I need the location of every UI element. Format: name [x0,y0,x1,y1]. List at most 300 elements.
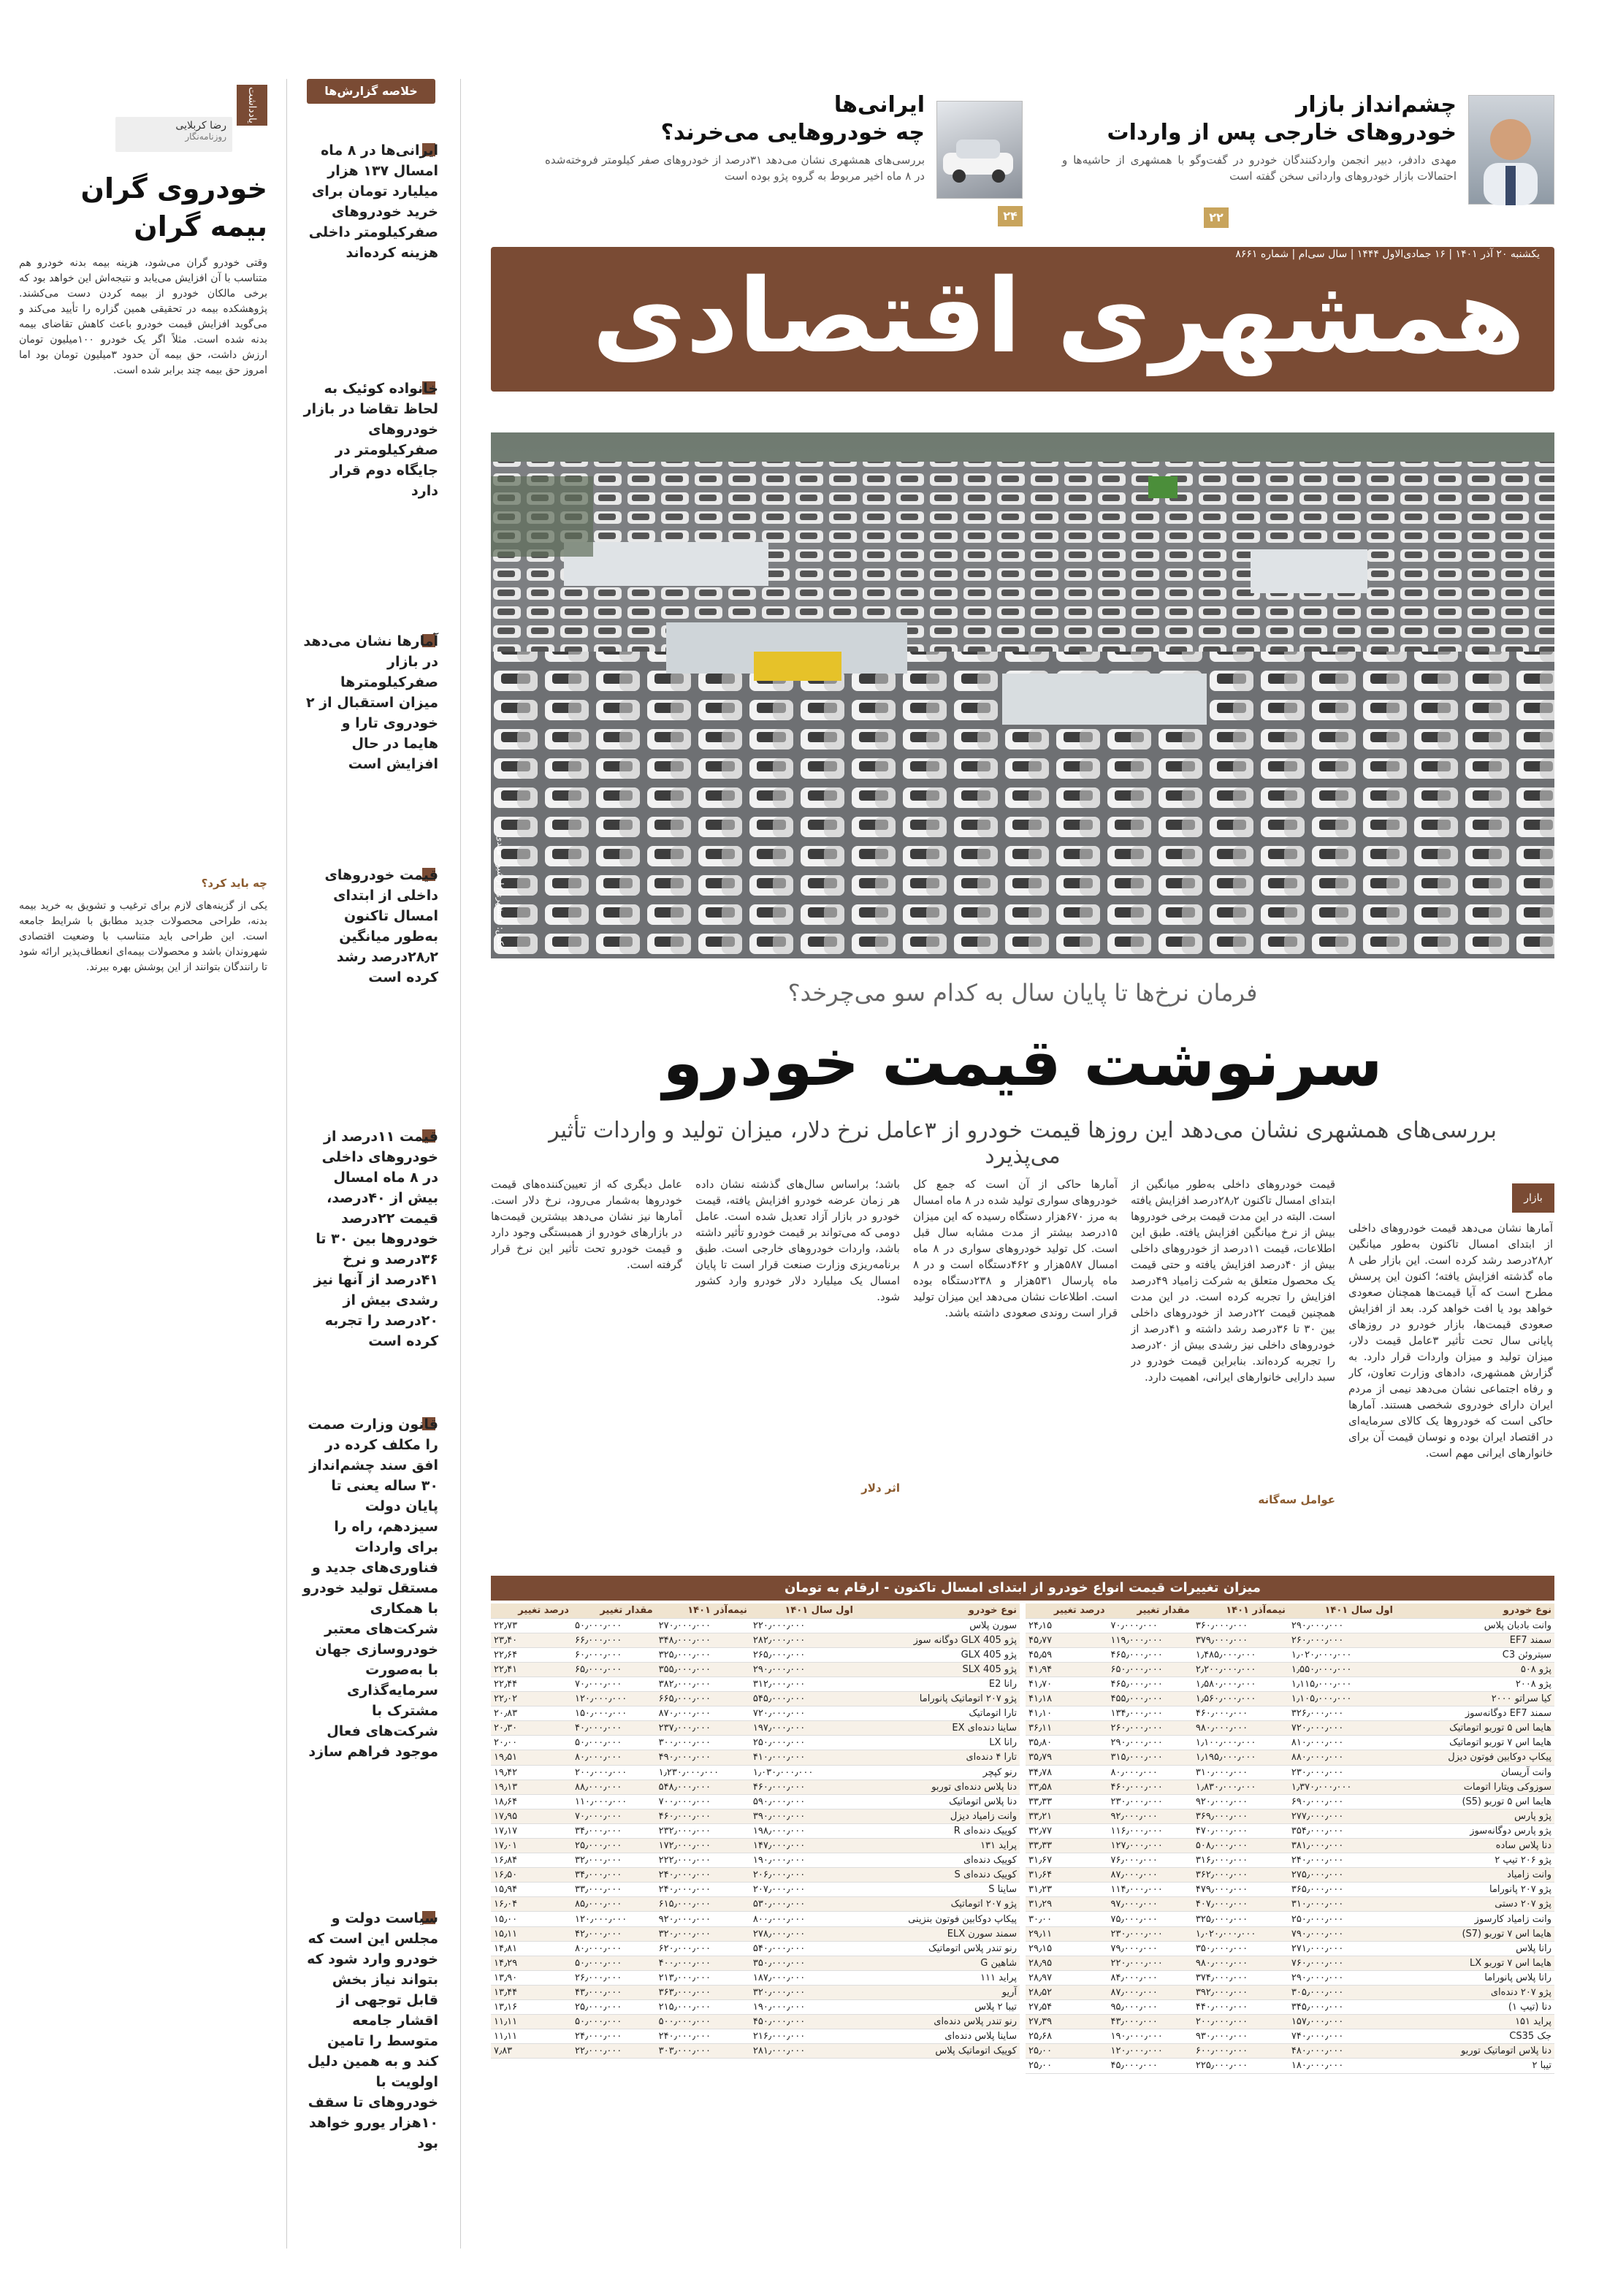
body-column-2: قیمت خودروهای داخلی به‌طور میانگین از ابتدای امسال تاکنون ۲۸٫۲درصد افزایش یافته است. البته در این مدت قیمت برخی خودروها بیش از نرخ میانگین افزایش یافته. طبق این اطلاعات، قیمت ۱۱درصد از خودروهای داخلی بیش از ۴۰درصد افزایش یافته و حتی قیمت یک محصول متعلق به شرکت زامیاد ۴۹درصد افزایش را تجربه کرده است. در این مدت همچنین قیمت ۲۲درصد از خودروهای داخلی بین ۳۰ تا ۳۶درصد رشد داشته و ۴۱درصد از خودروهای داخلی نیز رشدی بیش از ۲۰درصد را تجربه کرده‌اند. بنابراین قیمت خودرو در سبد دارایی خانوارهای ایرانی، اهمیت دارد. [1131,1178,1335,1384]
table-cell: ۳۵۰٫۰۰۰٫۰۰۰ [750,1956,856,1970]
table-cell: ۱٫۱۰۰٫۰۰۰٫۰۰۰ [1193,1736,1289,1750]
table-cell: ۲۵٫۰۰۰٫۰۰۰ [572,1839,656,1853]
table-cell: ۳۱۰٫۰۰۰٫۰۰۰ [1193,1765,1289,1780]
table-cell: ۲۸۱٫۰۰۰٫۰۰۰ [750,2044,856,2059]
table-cell: ۵۹۰٫۰۰۰٫۰۰۰ [750,1794,856,1809]
table-row [1026,1677,1554,1691]
table-cell: ۴۶۵٫۰۰۰٫۰۰۰ [1108,1647,1193,1662]
table-cell: ۴۵٫۰۰۰٫۰۰۰ [1108,2059,1193,2073]
table-cell: ۳۹۰٫۰۰۰٫۰۰۰ [750,1809,856,1823]
table-cell: پیکاپ دوکابین فوتون دیزل [1396,1750,1554,1765]
table-cell: ۲۴٫۱۵ [1026,1618,1108,1633]
opinion-label: یادداشت [237,85,267,126]
table-cell: پژو پارس دوگانه‌سوز [1396,1823,1554,1838]
table-cell: ۷۰٫۰۰۰٫۰۰۰ [572,1677,656,1691]
table-cell: ۴۸۰٫۰۰۰٫۰۰۰ [1289,2044,1396,2059]
table-cell: جک CS35 [1396,2029,1554,2044]
table-cell: وانت زامیاد [1396,1868,1554,1883]
table-row [491,1765,1020,1780]
table-header-row [1026,1603,1554,1618]
teaser-title-line2: چه خودروهایی می‌خرند؟ [660,120,925,145]
table-cell: ۸۸۰٫۰۰۰٫۰۰۰ [1289,1750,1396,1765]
table-cell: ۲۵۰٫۰۰۰٫۰۰۰ [750,1736,856,1750]
table-cell: ۷۴۰٫۰۰۰٫۰۰۰ [1289,2029,1396,2044]
table-cell: ۲۷۸٫۰۰۰٫۰۰۰ [750,1926,856,1941]
dateline: یکشنبه ۲۰ آذر ۱۴۰۱ | ۱۶ جمادی‌الاول ۱۴۴۴ | سال سی‌ام | شماره ۸۶۶۱ [1235,248,1540,260]
column-header: مقدار تغییر [1108,1603,1193,1618]
summary-item: خانواده کوئیک به لحاظ تقاضا در بازار خودروهای صفرکیلومتر در جایگاه دوم قرار دارد [303,381,438,499]
table-cell: ساینا پلاس دنده‌ای [856,2029,1020,2044]
table-cell: پژو GLX 405 دوگانه سوز [856,1633,1020,1647]
table-row [491,1677,1020,1691]
table-cell: ۱۱۹٫۰۰۰٫۰۰۰ [1108,1633,1193,1647]
table-cell: ۳۲۰٫۰۰۰٫۰۰۰ [656,1926,750,1941]
table-cell: ۴۵۵٫۰۰۰٫۰۰۰ [1108,1692,1193,1706]
table-cell: رانا پلاس [1396,1941,1554,1956]
table-row [1026,1912,1554,1926]
table-cell: ۲۲٫۰۰۰٫۰۰۰ [572,2044,656,2059]
table-cell: پراید ۱۵۱ [1396,2015,1554,2029]
body-subhead: عوامل سه‌گانه [1258,1493,1335,1506]
table-row [1026,1941,1554,1956]
table-row [1026,1706,1554,1721]
table-cell: ۱۹۷٫۰۰۰٫۰۰۰ [750,1721,856,1736]
table-cell: پژو SLX 405 [856,1662,1020,1677]
table-row [1026,1868,1554,1883]
table-row [1026,1765,1554,1780]
table-cell: دنا (تیپ ۱) [1396,2000,1554,2015]
table-row [491,1721,1020,1736]
table-row [491,2044,1020,2059]
table-row [1026,1897,1554,1912]
body-column-5: عامل دیگری که از تعیین‌کننده‌های قیمت خودروها به‌شمار می‌رود، نرخ دلار است. آمارها نیز نشان می‌دهد بیشترین قیمت‌ها در بازارهای خودرو از همبستگی وجود دارد و قیمت خودرو تحت تأثیر این نرخ قرار گرفته است. [491,1178,682,1271]
table-cell: ۱۸۰٫۰۰۰٫۰۰۰ [1289,2059,1396,2073]
table-cell: ۲۴۰٫۰۰۰٫۰۰۰ [656,1868,750,1883]
teaser-title-line2: خودروهای خارجی پس از واردات [1107,120,1457,145]
table-cell: ۲۲٫۷۳ [491,1618,572,1633]
table-cell: ۳۱٫۲۳ [1026,1883,1108,1897]
table-cell: ۳۰۰٫۰۰۰٫۰۰۰ [656,1736,750,1750]
table-row [1026,2015,1554,2029]
table-cell: ۶۰۰٫۰۰۰٫۰۰۰ [1193,2044,1289,2059]
table-cell: ۴۲٫۰۰۰٫۰۰۰ [572,1926,656,1941]
table-cell: ۳۰۳٫۰۰۰٫۰۰۰ [656,2044,750,2059]
table-cell: ۱٫۱۰۵٫۰۰۰٫۰۰۰ [1289,1692,1396,1706]
table-cell: ۲۷۷٫۰۰۰٫۰۰۰ [1289,1809,1396,1823]
table-cell: ۵۰٫۰۰۰٫۰۰۰ [572,1618,656,1633]
table-cell: ۳۵۴٫۰۰۰٫۰۰۰ [1289,1823,1396,1838]
table-cell: ۵۴۰٫۰۰۰٫۰۰۰ [750,1941,856,1956]
table-cell: ۲۲۰٫۰۰۰٫۰۰۰ [750,1618,856,1633]
table-cell: ۳۲۰٫۰۰۰٫۰۰۰ [750,1985,856,1999]
body-subhead-2: اثر دلار [861,1481,900,1495]
table-cell: ۳۲۵٫۰۰۰٫۰۰۰ [1193,1912,1289,1926]
table-cell: شاهین G [856,1956,1020,1970]
table-cell: ۲۶۰٫۰۰۰٫۰۰۰ [1289,1633,1396,1647]
table-cell: ۲۵٫۰۰۰٫۰۰۰ [572,2000,656,2015]
table-cell: ۳۱٫۶۷ [1026,1853,1108,1868]
table-cell: ۲۶٫۰۰۰٫۰۰۰ [572,1970,656,1985]
table-cell: وانت زامیاد کارسوز [1396,1912,1554,1926]
column-header: اول سال ۱۴۰۱ [750,1603,856,1618]
table-cell: هایما اس ۷ توربو LX [1396,1956,1554,1970]
table-cell: ۳۱۶٫۰۰۰٫۰۰۰ [1193,1853,1289,1868]
table-cell: پژو ۲۰۰۸ [1396,1677,1554,1691]
body-column-1: آمارها نشان می‌دهد قیمت خودروهای داخلی از ابتدای امسال تاکنون به‌طور میانگین ۲۸٫۲درصد رشد کرده است. این بازار طی ۸ ماه گذشته افزایش یافته؛ اکنون این پرسش مطرح است که آیا قیمت‌ها همچنان صعودی خواهد بود یا افت خواهد کرد. بعد از افزایش صعودی قیمت‌ها، بازار خودرو در روزهای پایانی سال تحت تأثیر ۳عامل قیمت دلار، میزان تولید و میزان واردات قرار دارد. به گزارش همشهری، دادهای وزارت تعاون، کار و رفاه اجتماعی نشان می‌دهد نیمی از مردم ایران دارای خودروی شخصی هستند. آمارها حاکی است که خودروها یک کالای سرمایه‌ای در اقتصاد ایران بوده و نوسان قیمت آن برای خانوارهای ایرانی مهم است. [1348,1221,1553,1460]
table-cell: ۱۳٫۴۴ [491,1985,572,1999]
author-role: روزنامه‌نگار [185,131,226,142]
table-cell: ۹۳۰٫۰۰۰٫۰۰۰ [1193,2029,1289,2044]
summary-header: خلاصه گزارش‌ها [307,79,435,104]
table-cell: ۲۵٫۰۰ [1026,2044,1108,2059]
table-cell: پراید ۱۱۱ [856,1970,1020,1985]
table-cell: ۷۹٫۰۰۰٫۰۰۰ [1108,1941,1193,1956]
trailer-building [564,542,768,586]
table-cell: ۳۲٫۷۷ [1026,1823,1108,1838]
table-row [1026,1618,1554,1633]
table-cell: ۲۹۰٫۰۰۰٫۰۰۰ [1108,1736,1193,1750]
table-cell: ۷۹۰٫۰۰۰٫۰۰۰ [1289,1926,1396,1941]
table-row [491,1736,1020,1750]
table-cell: ۴۶۰٫۰۰۰٫۰۰۰ [1108,1780,1193,1794]
table-cell: ۱۸٫۶۴ [491,1794,572,1809]
table-cell: ۲۲۵٫۰۰۰٫۰۰۰ [1193,2059,1289,2073]
table-cell: ۱٫۴۸۵٫۰۰۰٫۰۰۰ [1193,1647,1289,1662]
table-row [1026,1692,1554,1706]
table-cell: پژو ۲۰۷ دنده‌ای [1396,1985,1554,1999]
table-cell: تیبا ۲ [1396,2059,1554,2073]
table-cell: ۳۴٫۰۰۰٫۰۰۰ [572,1868,656,1883]
table-cell: ۲۳۲٫۰۰۰٫۰۰۰ [656,1823,750,1838]
table-cell: ۳۴٫۰۰۰٫۰۰۰ [572,1823,656,1838]
table-cell: پژو ۲۰۷ اتوماتیک [856,1897,1020,1912]
table-cell: ۷٫۸۳ [491,2044,572,2059]
table-cell: ۱۲۷٫۰۰۰٫۰۰۰ [1108,1839,1193,1853]
table-cell: ۹۵٫۰۰۰٫۰۰۰ [1108,2000,1193,2015]
teaser-right[interactable] [1037,88,1554,234]
column-header: مقدار تغییر [572,1603,656,1618]
table-cell: رانا پلاس پانوراما [1396,1970,1554,1985]
table-row [491,2015,1020,2029]
table-cell: ۳۰۵٫۰۰۰٫۰۰۰ [1289,1985,1396,1999]
table-row [1026,1970,1554,1985]
table-row [491,1633,1020,1647]
teaser-body: مهدی دادفر، دبیر انجمن وارد‌کنندگان خودرو در گفت‌وگو با همشهری از حاشیه‌ها و احتمالات بازار خودروهای وارداتی سخن گفته است [1062,153,1457,183]
opinion-column [15,80,267,2265]
table-cell: ۱۹٫۱۳ [491,1780,572,1794]
table-cell: ۱٫۲۳۰٫۰۰۰٫۰۰۰ [656,1765,750,1780]
table-cell: ۱۶٫۵۰ [491,1868,572,1883]
table-cell: پژو ۲۰۷ پانوراما [1396,1883,1554,1897]
table-cell: ۱۶٫۰۴ [491,1897,572,1912]
summary-item: قیمت خودروهای داخلی از ابتدای امسال تاکنون به‌طور میانگین ۲۸٫۲درصد رشد کرده است [324,867,438,985]
table-cell: ۲۰٫۰۰ [491,1736,572,1750]
table-cell: ۱٫۳۷۰٫۰۰۰٫۰۰۰ [1289,1780,1396,1794]
table-row [491,1985,1020,1999]
table-cell: ۲۷٫۵۴ [1026,2000,1108,2015]
table-cell: ۲۰۷٫۰۰۰٫۰۰۰ [750,1883,856,1897]
table-cell: ۲۰۰٫۰۰۰٫۰۰۰ [1193,2015,1289,2029]
table-cell: ۵۰٫۰۰۰٫۰۰۰ [572,2015,656,2029]
table-cell: وانت زامیاد دیزل [856,1809,1020,1823]
table-cell: ساینا S [856,1883,1020,1897]
table-row [491,1897,1020,1912]
table-cell: ۲۱۶٫۰۰۰٫۰۰۰ [750,2029,856,2044]
table-cell: ۴۶۵٫۰۰۰٫۰۰۰ [1108,1677,1193,1691]
table-cell: ۳۳٫۳۳ [1026,1794,1108,1809]
table-cell: ۳۴۸٫۰۰۰٫۰۰۰ [656,1633,750,1647]
table-cell: ۱۹۸٫۰۰۰٫۰۰۰ [750,1823,856,1838]
table-cell: ۳۵٫۷۹ [1026,1750,1108,1765]
table-cell: سمند EF7 [1396,1633,1554,1647]
table-cell: ۲۸٫۹۵ [1026,1956,1108,1970]
table-cell: ۴۰۰٫۰۰۰٫۰۰۰ [656,1956,750,1970]
teaser-photo [1468,95,1554,205]
table-row [1026,1985,1554,1999]
table-cell: ۳۴۵٫۰۰۰٫۰۰۰ [1289,2000,1396,2015]
table-cell: ۶۱۵٫۰۰۰٫۰۰۰ [656,1897,750,1912]
table-cell: ۲۲۲٫۰۰۰٫۰۰۰ [656,1853,750,1868]
table-cell: ۲۹۰٫۰۰۰٫۰۰۰ [1289,1970,1396,1985]
table-cell: ۴۱٫۷۰ [1026,1677,1108,1691]
table-cell: ۳۱۰٫۰۰۰٫۰۰۰ [1289,1897,1396,1912]
table-cell: ۲۲٫۴۴ [491,1677,572,1691]
table-cell: ۱۵٫۹۴ [491,1883,572,1897]
table-cell: ۱۹۰٫۰۰۰٫۰۰۰ [750,2000,856,2015]
body-column-4: باشد؛ براساس سال‌های گذشته نشان داده هر زمان عرضه خودرو افزایش یافته، قیمت خودرو در بازار آزاد تعدیل شده است. عامل دومی که می‌تواند بر قیمت خودرو تأثیر داشته باشد، واردات خودروهای خارجی است. طبق برنامه‌ریزی وزارت صنعت قرار است تا پایان امسال یک میلیارد دلار خودرو وارد کشور شود. [695,1178,900,1303]
table-cell: ۳۶۵٫۰۰۰٫۰۰۰ [1289,1883,1396,1897]
table-row [1026,2029,1554,2044]
table-cell: ۱۱٫۱۱ [491,2015,572,2029]
table-cell: سمند EF7 دوگانه‌سوز [1396,1706,1554,1721]
table-cell: دنا پلاس اتوماتیک توربو [1396,2044,1554,2059]
summary-item: ایرانی‌ها در ۸ ماه امسال ۱۳۷ هزار میلیارد تومان برای خرید خودروهای صفرکیلومتر داخلی هزینه کرده‌اند [308,142,438,261]
table-cell: ۳۶٫۱۱ [1026,1721,1108,1736]
table-row [491,1941,1020,1956]
car-market-photo [491,432,1554,958]
table-cell: رنو تندر پلاس دنده‌ای [856,2015,1020,2029]
table-cell: کوییک اتوماتیک پلاس [856,2044,1020,2059]
section-label: بازار [1512,1183,1554,1213]
table-cell: ۳۳٫۲۱ [1026,1809,1108,1823]
table-row [1026,1883,1554,1897]
table-cell: ۳۲٫۰۰۰٫۰۰۰ [572,1853,656,1868]
table-cell: ۲۴۰٫۰۰۰٫۰۰۰ [1289,1853,1396,1868]
table-cell: ۴۷۰٫۰۰۰٫۰۰۰ [1193,1823,1289,1838]
table-cell: ۲۴۰٫۰۰۰٫۰۰۰ [656,1883,750,1897]
table-cell: ۱٫۱۹۵٫۰۰۰٫۰۰۰ [1193,1750,1289,1765]
table-cell: ۱۵٫۱۱ [491,1926,572,1941]
table-cell: هایما اس ۷ توربو اتوماتیک [1396,1736,1554,1750]
table-cell: ۱۲۰٫۰۰۰٫۰۰۰ [572,1692,656,1706]
table-cell: کوییک دنده‌ای R [856,1823,1020,1838]
table-cell: ۸۰٫۰۰۰٫۰۰۰ [572,1941,656,1956]
table-row [1026,1647,1554,1662]
table-cell: ۵۰٫۰۰۰٫۰۰۰ [572,1736,656,1750]
table-cell: ۷۵٫۰۰۰٫۰۰۰ [1108,1912,1193,1926]
table-cell: ۸۰۰٫۰۰۰٫۰۰۰ [750,1912,856,1926]
opinion-subhead: چه باید کرد؟ [201,877,267,890]
table-cell: ۱۸۷٫۰۰۰٫۰۰۰ [750,1970,856,1985]
table-cell: رانا E2 [856,1677,1020,1691]
table-title: میزان تغییرات قیمت انواع خودرو از ابتدای امسال تاکنون - ارقام به تومان [491,1576,1554,1601]
column-divider [460,79,461,2249]
table-cell: ۲۸۲٫۰۰۰٫۰۰۰ [750,1633,856,1647]
table-cell: ۳۰٫۰۰ [1026,1912,1108,1926]
table-row [1026,1809,1554,1823]
table-cell: ۲۰۶٫۰۰۰٫۰۰۰ [750,1868,856,1883]
table-cell: تیبا ۲ پلاس [856,2000,1020,2015]
table-row [1026,1926,1554,1941]
table-cell: رانا LX [856,1736,1020,1750]
table-cell: دنا پلاس دنده‌ای توربو [856,1780,1020,1794]
table-cell: ۴۰٫۰۰۰٫۰۰۰ [572,1721,656,1736]
table-cell: ۲۳۰٫۰۰۰٫۰۰۰ [1108,1794,1193,1809]
table-cell: ۳۶۳٫۰۰۰٫۰۰۰ [656,1985,750,1999]
table-cell: سمند سورن ELX [856,1926,1020,1941]
table-cell: ۳۷۴٫۰۰۰٫۰۰۰ [1193,1970,1289,1985]
table-row [491,2000,1020,2015]
table-row [491,1692,1020,1706]
table-cell: ۳۲۵٫۰۰۰٫۰۰۰ [656,1647,750,1662]
teaser-page-number: ۲۲ [1204,207,1229,228]
opinion-body: وقتی خودرو گران می‌شود، هزینه بیمه بدنه خودرو هم متناسب با آن افزایش می‌یابد و نتیجه‌اش این خواهد بود که برخی مالکان خودرو از بیمه کردن دست می‌کشند. پژوهشکده بیمه در تحقیقی همین گزاره را تأیید می‌کند و می‌گوید افزایش قیمت خودرو باعث کاهش تقاضای بیمه بدنه شده است. مثلاً اگر یک خودرو ۱۰۰میلیون تومان ارزش داشت، حق بیمه آن حدود ۳میلیون تومان بود اما امروز حق بیمه چند برابر شده است. [19,257,267,376]
table-cell: ۱۵٫۰۰ [491,1912,572,1926]
table-row [491,1970,1020,1985]
table-cell: ۴۶۰٫۰۰۰٫۰۰۰ [1193,1706,1289,1721]
opinion-body-2: یکی از گزینه‌های لازم برای ترغیب و تشویق به خرید بیمه بدنه، طراحی محصولات جدید مطابق با شرایط جامعه است. این طراحی باید متناسب با وضعیت اقتصادی شهروندان باشد و محصولات بیمه‌ای انعطاف‌پذیر ارائه شود تا رانندگان بتوانند از این پوشش بهره ببرند. [19,900,267,973]
table-cell: ۵۰۸٫۰۰۰٫۰۰۰ [1193,1839,1289,1853]
table-cell: ۵۴۵٫۰۰۰٫۰۰۰ [750,1692,856,1706]
table-row [491,1956,1020,1970]
teaser-body: بررسی‌های همشهری نشان می‌دهد ۳۱درصد از خودروهای صفر کیلومتر فروخته‌شده در ۸ ماه اخیر مربوط به گروه پژو بوده است [545,153,925,183]
table-cell: سیتروئن C3 [1396,1647,1554,1662]
table-cell: ۴۷۹٫۰۰۰٫۰۰۰ [1193,1883,1289,1897]
table-row [1026,1721,1554,1736]
table-cell: ۹۸۰٫۰۰۰٫۰۰۰ [1193,1721,1289,1736]
table-cell: ۱۹٫۴۲ [491,1765,572,1780]
table-cell: ۵۰۰٫۰۰۰٫۰۰۰ [656,2015,750,2029]
table-cell: ۲۲۰٫۰۰۰٫۰۰۰ [1108,1956,1193,1970]
table-cell: ۴۱٫۹۴ [1026,1662,1108,1677]
table-cell: ۷۰٫۰۰۰٫۰۰۰ [1108,1618,1193,1633]
table-cell: رنو تندر پلاس اتوماتیک [856,1941,1020,1956]
table-cell: ۲۹۰٫۰۰۰٫۰۰۰ [1289,1618,1396,1633]
table-cell: ۲۲٫۶۴ [491,1647,572,1662]
table-cell: ۱٫۵۶۰٫۰۰۰٫۰۰۰ [1193,1692,1289,1706]
table-cell: ۲۱۳٫۰۰۰٫۰۰۰ [656,1970,750,1985]
author-name: رضا کربلایی [175,120,226,131]
table-cell: ۴۵٫۵۹ [1026,1647,1108,1662]
table-cell: ۸۰٫۰۰۰٫۰۰۰ [1108,1765,1193,1780]
table-cell: ۵۳۰٫۰۰۰٫۰۰۰ [750,1897,856,1912]
table-cell: ۱۱۰٫۰۰۰٫۰۰۰ [572,1794,656,1809]
table-cell: ۳۱۵٫۰۰۰٫۰۰۰ [1108,1750,1193,1765]
table-cell: ساینا دنده‌ای EX [856,1721,1020,1736]
table-cell: ۲۷۵٫۰۰۰٫۰۰۰ [1289,1868,1396,1883]
table-row [1026,1839,1554,1853]
person-icon [1467,96,1554,205]
table-cell: ۸۰٫۰۰۰٫۰۰۰ [572,1750,656,1765]
table-cell: ۳۸۱٫۰۰۰٫۰۰۰ [1289,1839,1396,1853]
table-cell: ۲۵۰٫۰۰۰٫۰۰۰ [1289,1912,1396,1926]
table-cell: ۳۸۲٫۰۰۰٫۰۰۰ [656,1677,750,1691]
table-cell: ۲۰٫۸۳ [491,1706,572,1721]
table-cell: ۳۳٫۳۳ [1026,1839,1108,1853]
table-cell: ۷۶٫۰۰۰٫۰۰۰ [1108,1853,1193,1868]
table-cell: دنا پلاس اتوماتیک [856,1794,1020,1809]
column-header: اول سال ۱۴۰۱ [1289,1603,1396,1618]
table-cell: ۲۷٫۳۹ [1026,2015,1108,2029]
table-cell: ۴۱٫۱۰ [1026,1706,1108,1721]
table-cell: ۳۲۶٫۰۰۰٫۰۰۰ [1289,1706,1396,1721]
table-cell: ۹۲۰٫۰۰۰٫۰۰۰ [656,1912,750,1926]
table-cell: ۶۵۰٫۰۰۰٫۰۰۰ [1108,1662,1193,1677]
table-row [1026,1956,1554,1970]
table-cell: ۱۴٫۲۹ [491,1956,572,1970]
table-cell: ۱۷۲٫۰۰۰٫۰۰۰ [656,1839,750,1853]
table-cell: سوزوکی ویتارا اتومات [1396,1780,1554,1794]
table-row [491,1618,1020,1633]
table-row [491,1794,1020,1809]
table-cell: ۲۶۵٫۰۰۰٫۰۰۰ [750,1647,856,1662]
table-cell: ۲۹٫۱۵ [1026,1941,1108,1956]
deck: بررسی‌های همشهری نشان می‌دهد این روزها قیمت خودرو از ۳عامل نرخ دلار، میزان تولید و واردات تأثیر می‌پذیرد [549,1118,1497,1169]
table-cell: ۳۶۹٫۰۰۰٫۰۰۰ [1193,1809,1289,1823]
table-cell: ۳۱۲٫۰۰۰٫۰۰۰ [750,1677,856,1691]
table-cell: رنو کپچر [856,1765,1020,1780]
teaser-page-number: ۲۴ [998,206,1023,226]
table-cell: ۲۸٫۹۷ [1026,1970,1108,1985]
table-cell: ۴۶۰٫۰۰۰٫۰۰۰ [656,1809,750,1823]
table-cell: ۵۰٫۰۰۰٫۰۰۰ [572,1956,656,1970]
table-cell: ۴۳٫۰۰۰٫۰۰۰ [572,1985,656,1999]
table-cell: ۵۴۸٫۰۰۰٫۰۰۰ [656,1780,750,1794]
table-cell: ۲۰٫۳۰ [491,1721,572,1736]
table-cell: ۱۹٫۵۱ [491,1750,572,1765]
table-cell: کیا سراتو ۲۰۰۰ [1396,1692,1554,1706]
table-cell: ۱۵۰٫۰۰۰٫۰۰۰ [572,1706,656,1721]
table-cell: ۲۸٫۵۲ [1026,1985,1108,1999]
teaser-title-line1: ایرانی‌ها [833,92,925,118]
table-cell: وانت بادبان پلاس [1396,1618,1554,1633]
table-cell: ۷۰٫۰۰۰٫۰۰۰ [572,1809,656,1823]
table-cell: ۹۲٫۰۰۰٫۰۰۰ [1108,1809,1193,1823]
table-cell: ۸۴٫۰۰۰٫۰۰۰ [1108,1970,1193,1985]
table-row [491,1883,1020,1897]
table-row [1026,1794,1554,1809]
table-row [1026,1780,1554,1794]
teaser-left[interactable] [511,88,1023,234]
table-cell: ۸۵٫۰۰۰٫۰۰۰ [572,1897,656,1912]
photo-credit: عکس: همشهری/ ارشیو - مهدی [495,835,505,951]
table-cell: ۲۴۰٫۰۰۰٫۰۰۰ [656,2029,750,2044]
table-row [491,1809,1020,1823]
table-cell: ۶۵٫۰۰۰٫۰۰۰ [572,1662,656,1677]
table-row [1026,2000,1554,2015]
table-cell: ۱۳۴٫۰۰۰٫۰۰۰ [1108,1706,1193,1721]
column-header: درصد تغییر [491,1603,572,1618]
table-cell: تارا اتوماتیک [856,1706,1020,1721]
table-cell: ۳۷۹٫۰۰۰٫۰۰۰ [1193,1633,1289,1647]
table-row [491,2029,1020,2044]
table-row [1026,1853,1554,1868]
summary-item: قانون وزارت صمت را مکلف کرده در افق سند چشم‌انداز ۳۰ ساله یعنی تا پایان دولت سیزدهم، راه را برای واردات فناوری‌های جدید و مستقل تولید خودرو با همکاری شرکت‌های معتبر خودروسازی جهان با به‌صورت سرمایه‌گذاری مشترک با شرکت‌های فعال موجود فراهم سازد [302,1416,438,1760]
table-row [1026,2044,1554,2059]
summary-item: آمارها نشان می‌دهد در بازار صفرکیلومترها میزان استقبال از ۲ خودروی تارا و هایما در حال افزایش است [303,633,438,772]
table-cell: ۴۰۷٫۰۰۰٫۰۰۰ [1193,1897,1289,1912]
price-table-right [1026,1603,1554,2074]
